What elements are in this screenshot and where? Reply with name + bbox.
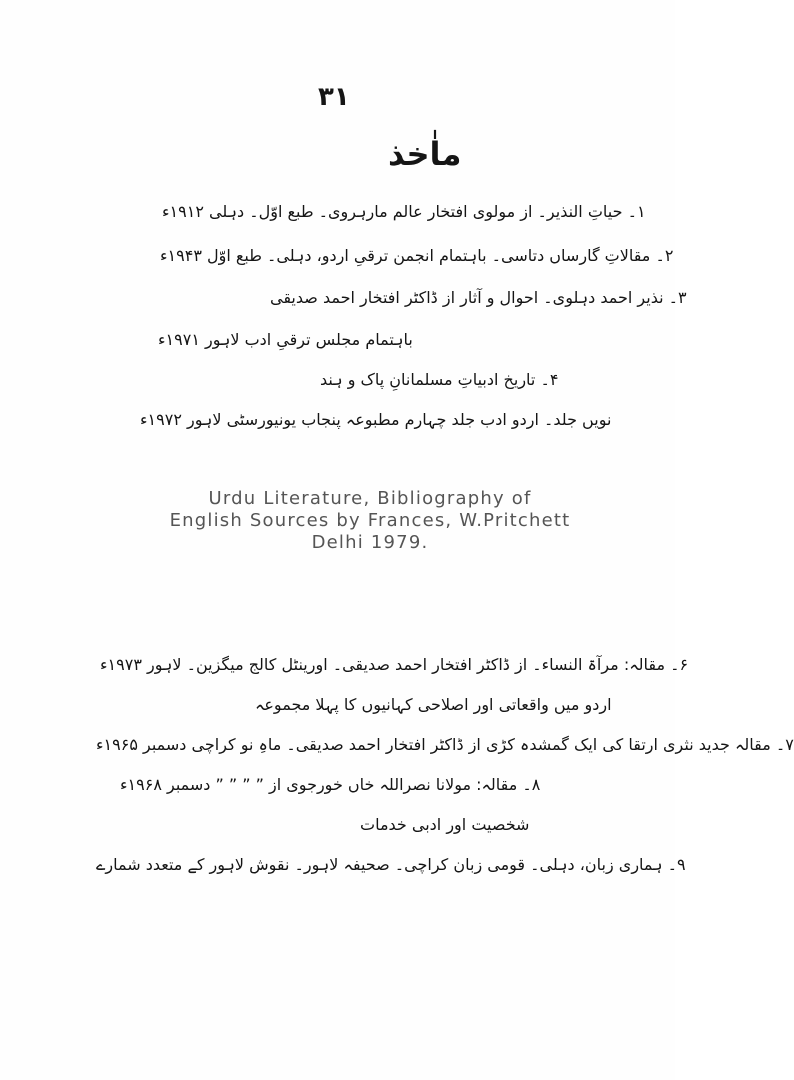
english-reference-line-3: Delhi 1979. <box>311 532 429 553</box>
reference-entry-8-subtitle: شخصیت اور ادبی خدمات <box>360 815 530 834</box>
reference-entry-3-publisher: باہتمام مجلس ترقیِ ادب لاہور ۱۹۷۱ء <box>158 330 413 349</box>
reference-entry-9: ۹۔ ہماری زبان، دہلی۔ قومی زبان کراچی۔ صحیفہ لاہور۔ نقوش لاہور کے متعدد شمارے <box>96 855 686 874</box>
reference-entry-4-volume: نویں جلد۔ اردو ادب جلد چہارم مطبوعہ پنجاب یونیورسٹی لاہور ۱۹۷۲ء <box>140 410 612 429</box>
english-reference-block <box>140 488 600 554</box>
reference-entry-8: ۸۔ مقالہ: مولانا نصراللہ خاں خورجوی از ” ” ” ” دسمبر ۱۹۶۸ء <box>120 775 541 794</box>
reference-entry-4: ۴۔ تاریخ ادبیاتِ مسلمانانِ پاک و ہند <box>320 370 559 389</box>
reference-entry-7: ۷۔ مقالہ جدید نثری ارتقا کی ایک گمشدہ کڑی از ڈاکٹر افتخار احمد صدیقی۔ ماہِ نو کراچی دسمبر ۱۹۶۵ء <box>96 735 794 754</box>
reference-entry-6-subtitle: اردو میں واقعاتی اور اصلاحی کہانیوں کا پہلا مجموعہ <box>255 695 612 714</box>
english-reference-line-1: Urdu Literature, Bibliography of <box>208 488 532 509</box>
reference-entry-1: ۱۔ حیاتِ النذیر۔ از مولوی افتخار عالم مارہروی۔ طبع اوّل۔ دہلی ۱۹۱۲ء <box>162 202 646 221</box>
english-reference-line-2: English Sources by Frances, W.Pritchett <box>169 510 571 531</box>
reference-entry-2: ۲۔ مقالاتِ گارساں دتاسی۔ باہتمام انجمن ترقیِ اردو، دہلی۔ طبع اوّل ۱۹۴۳ء <box>160 246 674 265</box>
page-number: ۳۱ <box>318 82 350 112</box>
page-title: ماٰخذ <box>388 135 462 173</box>
reference-entry-3: ۳۔ نذیر احمد دہلوی۔ احوال و آثار از ڈاکٹر افتخار احمد صدیقی <box>270 288 687 307</box>
reference-entry-6: ۶۔ مقالہ: مرآۃ النساء۔ از ڈاکٹر افتخار احمد صدیقی۔ اورینٹل کالج میگزین۔ لاہور ۱۹۷۳ء <box>100 655 689 674</box>
